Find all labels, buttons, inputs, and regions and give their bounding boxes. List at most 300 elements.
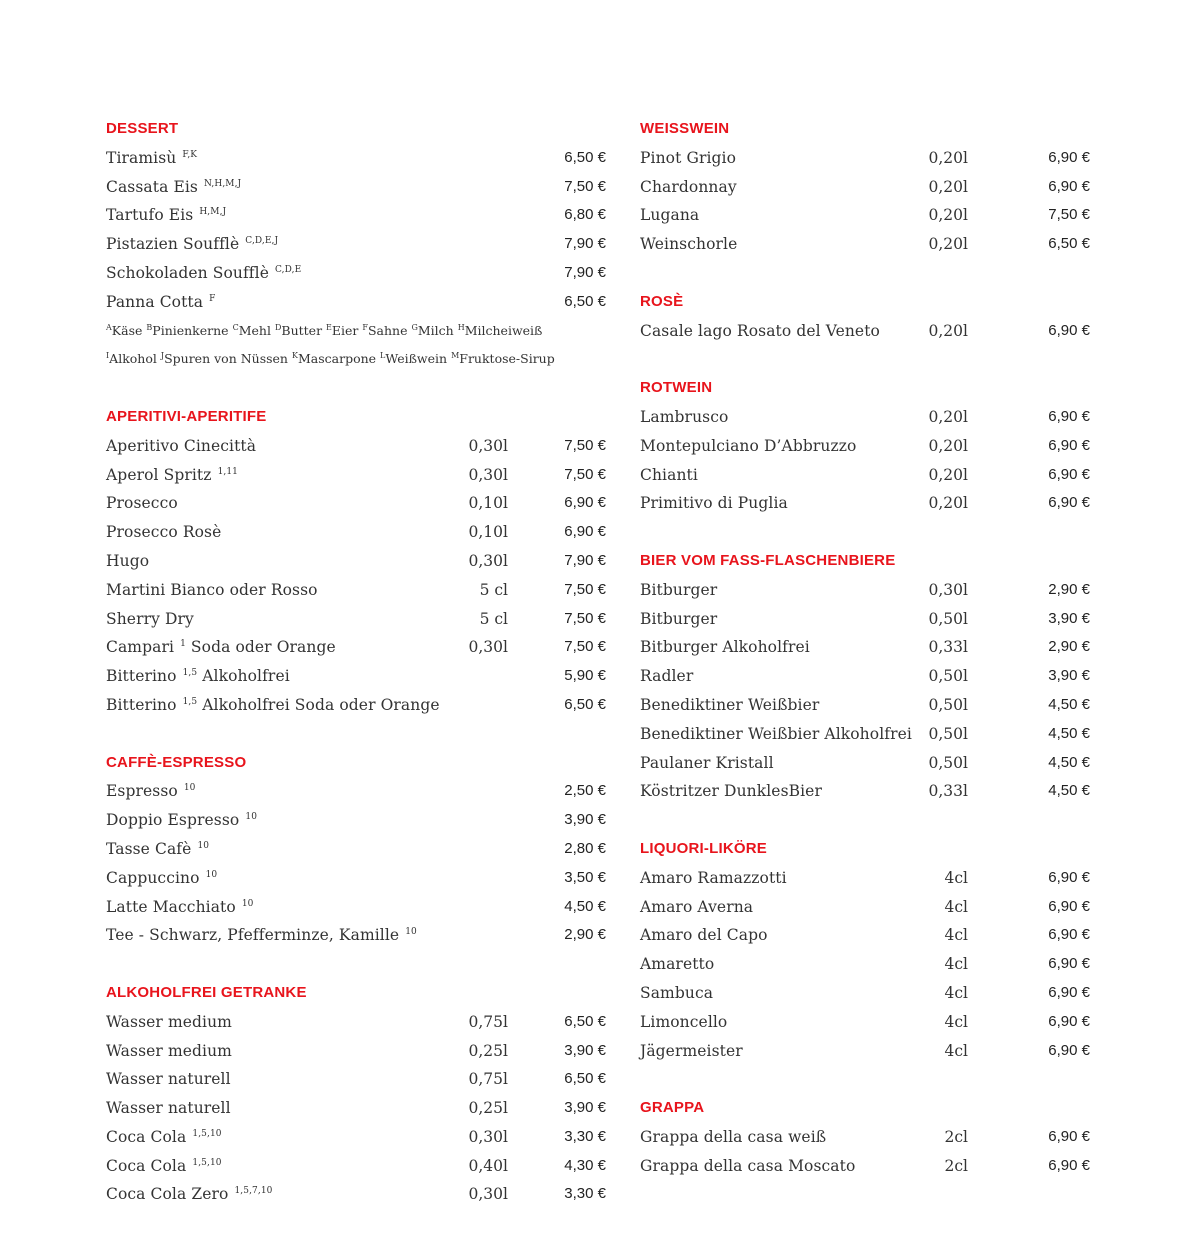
item-name-text: Martini Bianco oder Rosso [106,580,318,599]
allergen-label: Pinienkerne [152,322,229,338]
allergen-superscript: 10 [241,898,254,909]
menu-section-alkoholfrei-getranke [106,979,606,1209]
allergen-label: Käse [111,322,143,338]
menu-item [106,1037,606,1066]
section-heading: CAFFÈ-ESPRESSO [106,753,247,771]
allergen-label: Alkohol [109,351,157,367]
item-volume: 0,50l [928,609,968,628]
item-name [106,461,238,493]
menu-item [640,403,1100,432]
menu-item [640,893,1100,922]
item-name [106,633,336,665]
item-name [640,461,698,490]
item-price: 7,50 € [564,436,606,454]
menu-item [640,979,1100,1008]
item-volume: 0,20l [928,235,968,254]
menu-item [640,1123,1100,1152]
menu-section-caffe-espresso [106,749,606,951]
item-price: 6,90 € [1048,407,1090,425]
item-price: 7,90 € [564,235,606,253]
item-price: 4,50 € [1048,724,1090,742]
item-name [640,144,736,173]
item-volume: 0,40l [468,1156,508,1175]
item-volume: 4cl [944,955,968,974]
menu-item [106,691,606,720]
item-name-text: Wasser medium [106,1041,232,1060]
item-name [106,1037,232,1066]
item-price: 6,90 € [1048,1156,1090,1174]
allergen-superscript: 1,5 [182,696,198,707]
item-name [640,864,787,893]
item-name [640,777,822,806]
section-heading: DESSERT [106,120,179,137]
allergen-key: J [160,351,165,361]
menu-item [640,1008,1100,1037]
item-price: 3,90 € [564,1099,606,1117]
item-name-text: Bitterino [106,667,177,686]
allergen-key: K [291,351,298,361]
section-heading: GRAPPA [640,1099,705,1117]
item-price: 3,30 € [564,1185,606,1203]
item-name [106,288,216,320]
item-name-text: Chianti [640,465,698,484]
allergen-superscript: 1 [180,639,186,650]
item-name [106,230,278,262]
allergen-label: Eier [331,322,359,338]
item-name-text: Pinot Grigio [640,148,737,167]
section-heading: ROSÈ [640,292,684,310]
menu-item [106,1008,606,1037]
item-name [640,173,737,202]
allergen-label: Milch [417,322,454,338]
item-volume: 4cl [944,868,968,887]
menu-item [640,633,1100,662]
allergen-key: G [411,322,418,332]
item-name-text: Aperol Spritz [106,465,212,484]
allergen-label: Mascarpone [297,351,377,367]
item-volume: 0,20l [928,206,968,225]
menu-item [106,489,606,518]
item-name-text: Latte Macchiato [106,897,236,916]
item-volume: 0,20l [928,177,968,196]
menu-item [106,777,606,806]
menu-item [640,173,1100,202]
section-heading: APERITIVI-APERITIFE [106,407,267,425]
item-name-text: Amaro del Capo [640,926,768,945]
menu-item [106,201,606,230]
item-price: 3,90 € [1048,609,1090,627]
menu-item [640,921,1100,950]
allergen-key: E [326,322,332,332]
menu-item [106,1094,606,1123]
item-volume: 0,30l [468,436,508,455]
section-heading: ROTWEIN [640,379,713,397]
item-name-text: Köstritzer DunklesBier [640,782,822,801]
menu-column-right [640,115,1100,1209]
item-price: 7,50 € [564,177,606,195]
item-volume: 2cl [944,1156,968,1175]
item-price: 3,90 € [564,811,606,829]
menu-item [106,259,606,288]
allergen-key: F [362,322,368,332]
item-name [106,1065,231,1094]
item-price: 7,90 € [564,263,606,281]
item-volume: 0,50l [928,724,968,743]
item-volume: 5 cl [479,580,508,599]
item-name [106,835,209,867]
allergen-superscript: 1,5,10 [192,1157,222,1168]
allergen-superscript: C,D,E [275,264,302,275]
menu-section-rotwein [640,374,1100,518]
menu-section-liquori-likore [640,835,1100,1065]
item-name [106,1008,232,1037]
menu-item [640,489,1100,518]
item-price: 4,50 € [564,897,606,915]
item-price: 6,50 € [564,695,606,713]
item-volume: 0,50l [928,753,968,772]
item-price: 3,50 € [564,868,606,886]
item-name-text: Paulaner Kristall [640,753,774,772]
item-price: 5,90 € [564,667,606,685]
item-name-text: Hugo [106,551,150,570]
item-name [640,201,699,230]
item-name [106,1123,222,1155]
item-price: 6,90 € [1048,465,1090,483]
item-price: 4,50 € [1048,753,1090,771]
allergen-superscript: 10 [205,869,218,880]
item-name-text: Bitburger [640,609,718,628]
item-price: 3,90 € [564,1041,606,1059]
item-name [106,864,217,896]
item-name-suffix: Alkoholfrei Soda oder Orange [197,695,440,714]
item-name [106,691,440,723]
allergen-key: L [380,351,386,361]
item-name-text: Lambrusco [640,407,729,426]
item-price: 6,90 € [1048,148,1090,166]
item-name-text: Wasser medium [106,1012,232,1031]
item-name [640,489,788,518]
section-heading: LIQUORI-LIKÖRE [640,839,767,857]
item-name-text: Tiramisù [106,148,177,167]
item-price: 7,50 € [564,580,606,598]
item-name [640,691,819,720]
allergen-legend-line [106,317,606,346]
item-price: 6,90 € [1048,494,1090,512]
item-name [106,518,221,547]
item-name [106,547,149,576]
item-price: 2,80 € [564,839,606,857]
item-name [640,979,713,1008]
menu-item [106,576,606,605]
menu-section-aperitivi-aperitife [106,403,606,720]
item-price: 7,50 € [1048,206,1090,224]
menu-item [106,461,606,490]
item-name-text: Bitburger Alkoholfrei [640,638,810,657]
menu-item [106,662,606,691]
item-price: 6,90 € [564,523,606,541]
menu-column-left [106,115,606,1238]
item-name-text: Limoncello [640,1012,728,1031]
item-volume: 0,50l [928,667,968,686]
item-name [640,749,774,778]
item-name [106,432,256,461]
item-price: 6,50 € [564,148,606,166]
menu-section-dessert [106,115,606,374]
menu-item [106,633,606,662]
item-name-text: Amaro Averna [640,897,754,916]
menu-item [106,144,606,173]
item-price: 7,50 € [564,465,606,483]
allergen-superscript: F [209,293,216,304]
item-volume: 0,20l [928,148,968,167]
item-price: 4,30 € [564,1156,606,1174]
menu-item [106,1065,606,1094]
item-volume: 0,33l [928,638,968,657]
menu-item [640,461,1100,490]
item-volume: 0,50l [928,695,968,714]
allergen-label: Spuren von Nüssen [164,351,288,367]
menu-item [640,144,1100,173]
allergen-superscript: F,K [182,149,198,160]
item-volume: 0,30l [468,1127,508,1146]
allergen-label: Milcheiweiß [464,322,543,338]
menu-item [640,1152,1100,1181]
item-name-text: Cassata Eis [106,177,198,196]
item-name [640,1152,855,1181]
item-name-text: Bitburger [640,580,718,599]
item-volume: 0,30l [928,580,968,599]
item-name-text: Grappa della casa weiß [640,1127,827,1146]
item-name [106,144,197,176]
item-name-text: Coca Cola [106,1127,187,1146]
item-volume: 0,75l [468,1012,508,1031]
item-name-text: Tee - Schwarz, Pfefferminze, Kamille [106,926,400,945]
item-name-text: Benediktiner Weißbier [640,695,820,714]
item-name [640,893,753,922]
item-name-text: Chardonnay [640,177,737,196]
allergen-superscript: C,D,E,J [245,236,279,247]
item-name [640,1008,727,1037]
item-name [640,576,717,605]
item-name-text: Radler [640,667,694,686]
item-name-text: Tasse Cafè [106,839,192,858]
item-name-text: Amaretto [640,955,715,974]
item-price: 2,50 € [564,782,606,800]
item-price: 6,90 € [1048,955,1090,973]
item-price: 4,50 € [1048,782,1090,800]
menu-item [640,201,1100,230]
item-name [106,1180,273,1212]
menu-item [106,921,606,950]
menu-item [640,605,1100,634]
item-price: 6,90 € [1048,1012,1090,1030]
allergen-key: A [106,322,112,332]
allergen-superscript: 1,11 [217,466,239,477]
menu-item [106,893,606,922]
item-volume: 4cl [944,983,968,1002]
item-name-text: Tartufo Eis [106,206,194,225]
item-volume: 0,30l [468,465,508,484]
allergen-key: B [146,322,153,332]
allergen-label: Weißwein [385,351,448,367]
allergen-superscript: 1,5 [182,668,198,679]
item-price: 2,90 € [1048,638,1090,656]
item-price: 6,90 € [1048,1127,1090,1145]
menu-item [106,864,606,893]
item-volume: 0,10l [468,523,508,542]
item-name-text: Casale lago Rosato del Veneto [640,321,880,340]
menu-item [640,777,1100,806]
allergen-superscript: 10 [197,840,210,851]
item-volume: 0,75l [468,1070,508,1089]
item-volume: 5 cl [479,609,508,628]
allergen-superscript: 1,5,7,10 [234,1186,273,1197]
menu-item [106,806,606,835]
allergen-label: Fruktose-Sirup [459,351,555,367]
menu-item [640,950,1100,979]
item-price: 6,50 € [564,1070,606,1088]
section-heading: WEISSWEIN [640,120,730,137]
item-name-text: Campari [106,638,175,657]
item-name-text: Wasser naturell [106,1070,231,1089]
item-price: 6,90 € [1048,926,1090,944]
item-volume: 0,30l [468,638,508,657]
item-price: 6,90 € [1048,868,1090,886]
menu-item [106,1123,606,1152]
item-name [106,921,417,953]
menu-item [106,432,606,461]
menu-item [106,173,606,202]
item-name [640,921,768,950]
item-name-text: Coca Cola Zero [106,1185,229,1204]
item-price: 6,80 € [564,206,606,224]
item-name [640,605,717,634]
menu-item [640,432,1100,461]
item-name-text: Doppio Espresso [106,811,240,830]
allergen-superscript: 1,5,10 [192,1128,222,1139]
allergen-key: D [274,322,282,332]
menu-section-bier-vom-fass-flaschenbiere [640,547,1100,806]
item-name [640,230,737,259]
item-volume: 0,10l [468,494,508,513]
item-volume: 0,33l [928,782,968,801]
allergen-superscript: H,M,J [199,207,227,218]
item-price: 6,90 € [1048,321,1090,339]
item-name [106,173,241,205]
item-name [640,1123,826,1152]
item-name-text: Grappa della casa Moscato [640,1156,856,1175]
allergen-key: C [232,322,239,332]
item-name [106,893,254,925]
item-name [640,720,912,749]
item-name [640,432,856,461]
item-name-text: Prosecco [106,494,178,513]
item-volume: 4cl [944,1012,968,1031]
allergen-key: H [457,322,465,332]
menu-item [640,691,1100,720]
item-name-text: Coca Cola [106,1156,187,1175]
item-volume: 4cl [944,897,968,916]
menu-item [640,1037,1100,1066]
menu-item [640,864,1100,893]
allergen-label: Mehl [238,322,271,338]
item-volume: 0,20l [928,321,968,340]
menu-item [106,547,606,576]
item-price: 7,90 € [564,551,606,569]
item-name [106,576,318,605]
item-name [640,317,880,346]
item-name-text: Bitterino [106,695,177,714]
item-volume: 0,30l [468,1185,508,1204]
item-name [106,777,196,809]
item-price: 7,50 € [564,638,606,656]
item-name-text: Amaro Ramazzotti [640,868,787,887]
item-name [106,489,178,518]
item-price: 6,90 € [564,494,606,512]
menu-item [106,518,606,547]
menu-item [106,288,606,317]
item-name [640,403,728,432]
item-name-text: Cappuccino [106,868,200,887]
menu-item [106,1180,606,1209]
item-price: 6,90 € [1048,436,1090,454]
menu-item [640,720,1100,749]
menu-item [640,749,1100,778]
item-name-text: Lugana [640,206,700,225]
section-heading: BIER VOM FASS-FLASCHENBIERE [640,551,896,569]
item-price: 3,90 € [1048,667,1090,685]
item-name-text: Benediktiner Weißbier Alkoholfrei [640,724,912,743]
item-volume: 0,20l [928,407,968,426]
menu-section-grappa [640,1094,1100,1180]
section-heading: ALKOHOLFREI GETRANKE [106,983,307,1001]
item-price: 7,50 € [564,609,606,627]
item-price: 6,90 € [1048,1041,1090,1059]
item-price: 6,50 € [564,1012,606,1030]
allergen-key: I [106,351,110,361]
allergen-superscript: 10 [245,812,258,823]
menu-section-weisswein [640,115,1100,259]
item-name [106,605,194,634]
item-volume: 4cl [944,926,968,945]
item-name-text: Primitivo di Puglia [640,494,788,513]
item-volume: 0,30l [468,551,508,570]
item-volume: 0,20l [928,465,968,484]
item-price: 4,50 € [1048,695,1090,713]
item-name [106,201,226,233]
item-volume: 2cl [944,1127,968,1146]
menu-item [106,605,606,634]
menu-item [106,1152,606,1181]
menu-section-rose [640,288,1100,346]
allergen-label: Sahne [367,322,408,338]
allergen-superscript: 10 [183,783,196,794]
item-name-text: Prosecco Rosè [106,523,222,542]
item-name-text: Pistazien Soufflè [106,235,240,254]
item-name-text: Panna Cotta [106,292,204,311]
item-volume: 0,20l [928,436,968,455]
item-price: 6,90 € [1048,983,1090,1001]
item-name [640,950,714,979]
item-volume: 0,20l [928,494,968,513]
menu-item [640,576,1100,605]
item-volume: 0,25l [468,1099,508,1118]
item-price: 3,30 € [564,1127,606,1145]
item-name [106,1094,231,1123]
item-price: 2,90 € [1048,580,1090,598]
menu-item [640,662,1100,691]
allergen-key: M [451,351,460,361]
